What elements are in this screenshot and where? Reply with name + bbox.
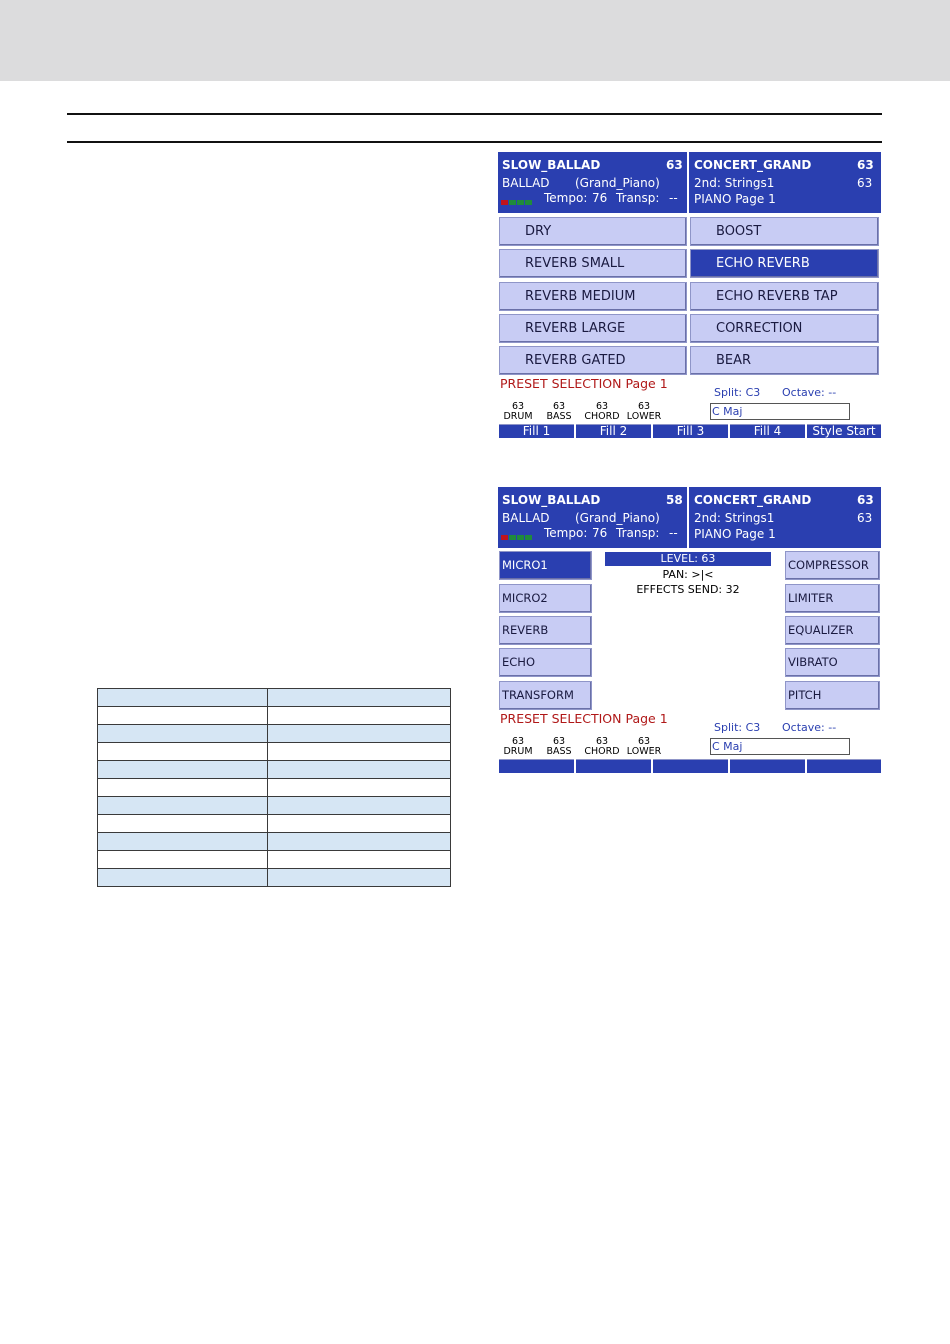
lower-volume[interactable] [624,402,664,422]
volume-label: CHORD [584,411,620,422]
volume-label: CHORD [584,746,620,757]
table-row [98,779,451,797]
preset-label: BOOST [716,224,762,239]
button-label: PITCH [788,688,822,702]
preset-label: REVERB LARGE [525,321,626,336]
micro1-button[interactable] [499,551,592,580]
preset-label: REVERB SMALL [525,256,625,271]
table-row [98,725,451,743]
button-label: ECHO [502,655,535,669]
table-cell [268,869,451,887]
voice-name: CONCERT_GRAND [694,493,812,507]
style-panel[interactable] [498,152,689,213]
function-bar [498,424,881,438]
volume-label: DRUM [503,746,533,757]
function-button-5[interactable] [807,759,881,773]
table-cell [98,833,268,851]
level-value[interactable]: LEVEL: 63 [605,552,771,566]
voice-name: CONCERT_GRAND [694,158,812,172]
style-number: 63 [666,158,683,172]
preset-label: DRY [525,224,552,239]
table-row [98,707,451,725]
button-label: EQUALIZER [788,623,854,637]
preset-echo-reverb-tap-button[interactable] [690,282,879,311]
table-cell [268,743,451,761]
fill-4-button[interactable]: Fill 4 [730,424,805,438]
function-button-4[interactable] [730,759,805,773]
table-row [98,869,451,887]
preset-reverb-gated-button[interactable] [499,346,687,375]
preset-label: ECHO REVERB [716,256,810,271]
function-button-3[interactable] [653,759,728,773]
tempo-value: 76 [592,526,608,540]
status-text: PRESET SELECTION Page 1 [500,376,668,391]
reverb-button[interactable] [499,616,592,645]
octave-value: Octave: -- [782,721,837,734]
table-cell [98,743,268,761]
table-cell [268,815,451,833]
voice-panel[interactable] [689,152,881,213]
volume-value: 63 [637,401,651,412]
table-row [98,689,451,707]
page-label: PIANO Page 1 [694,192,776,206]
volume-value: 63 [637,736,651,747]
style-number: 58 [666,493,683,507]
transp-value: -- [669,526,678,540]
volume-label: BASS [546,746,572,757]
volume-label: DRUM [503,411,533,422]
micro2-button[interactable] [499,584,592,613]
volume-label: LOWER [626,746,662,757]
split-point: Split: C3 [714,386,761,399]
function-button-2[interactable] [576,759,651,773]
volume-value: 63 [552,736,566,747]
function-bar [498,759,881,773]
equalizer-button[interactable] [785,616,880,645]
chord-volume[interactable] [582,737,622,757]
preset-correction-button[interactable] [690,314,879,343]
data-table [97,688,451,887]
style-panel[interactable] [498,487,689,548]
screen-header [498,487,881,548]
style-sound: (Grand_Piano) [575,511,660,525]
table-cell [268,779,451,797]
volume-value: 63 [511,401,525,412]
table-cell [268,761,451,779]
vibrato-button[interactable] [785,648,880,677]
table-row [98,743,451,761]
table-cell [268,725,451,743]
preset-label: BEAR [716,353,752,368]
effects-send-value[interactable]: EFFECTS SEND: 32 [636,583,740,596]
table-row [98,761,451,779]
pan-value[interactable]: PAN: >|< [662,568,714,581]
octave-value: Octave: -- [782,386,837,399]
table-row [98,797,451,815]
section-rule [67,141,882,143]
page-header-band [0,0,950,81]
preset-label: ECHO REVERB TAP [716,289,838,304]
table-cell [98,689,268,707]
table-cell [268,689,451,707]
fill-3-button[interactable]: Fill 3 [653,424,728,438]
status-text: PRESET SELECTION Page 1 [500,711,668,726]
volume-value: 63 [595,401,609,412]
table-row [98,851,451,869]
style-start-button[interactable]: Style Start [807,424,881,438]
limiter-button[interactable] [785,584,880,613]
volume-label: LOWER [626,411,662,422]
chord-display: C Maj [710,738,850,755]
table-cell [98,869,268,887]
preset-reverb-medium-button[interactable] [499,282,687,311]
second-voice: 2nd: Strings1 [694,176,775,190]
screen-header [498,152,881,213]
tempo-label: Tempo: [544,526,588,540]
chord-display: C Maj [710,403,850,420]
style-name: SLOW_BALLAD [502,493,601,507]
drum-volume[interactable] [498,737,538,757]
transp-value: -- [669,191,678,205]
table-cell [268,833,451,851]
second-voice-number: 63 [857,176,873,190]
tempo-label: Tempo: [544,191,588,205]
button-label: MICRO1 [502,558,548,572]
voice-panel[interactable] [689,487,881,548]
split-point: Split: C3 [714,721,761,734]
volume-value: 63 [552,401,566,412]
page-label: PIANO Page 1 [694,527,776,541]
compressor-button[interactable] [785,551,880,580]
preset-label: CORRECTION [716,321,803,336]
second-voice: 2nd: Strings1 [694,511,775,525]
preset-selection-screen [498,152,881,441]
bass-volume[interactable] [539,402,579,422]
style-sound: (Grand_Piano) [575,176,660,190]
table-row [98,833,451,851]
preset-boost-button[interactable] [690,217,879,246]
button-label: LIMITER [788,591,834,605]
style-type: BALLAD [502,511,550,525]
table-cell [98,761,268,779]
echo-button[interactable] [499,648,592,677]
preset-reverb-large-button[interactable] [499,314,687,343]
button-label: TRANSFORM [502,688,574,702]
chord-volume[interactable] [582,402,622,422]
table-cell [268,707,451,725]
preset-label: REVERB GATED [525,353,626,368]
tempo-value: 76 [592,191,608,205]
button-label: MICRO2 [502,591,548,605]
button-label: COMPRESSOR [788,558,869,572]
preset-reverb-small-button[interactable] [499,249,687,278]
table-cell [98,851,268,869]
preset-echo-reverb-button[interactable] [690,249,879,278]
button-label: VIBRATO [788,655,838,669]
table-cell [98,779,268,797]
transp-label: Transp: [616,526,660,540]
function-button-1[interactable] [499,759,574,773]
button-label: REVERB [502,623,549,637]
preset-label: REVERB MEDIUM [525,289,636,304]
style-name: SLOW_BALLAD [502,158,601,172]
transp-label: Transp: [616,191,660,205]
table-cell [268,851,451,869]
mixer-leds [501,194,533,208]
volume-label: BASS [546,411,572,422]
volume-value: 63 [511,736,525,747]
table-cell [98,725,268,743]
preset-dry-button[interactable] [499,217,687,246]
voice-number: 63 [857,158,874,172]
fill-1-button[interactable]: Fill 1 [499,424,574,438]
micro-settings-screen [498,487,881,774]
second-voice-number: 63 [857,511,873,525]
style-type: BALLAD [502,176,550,190]
lower-volume[interactable] [624,737,664,757]
table-cell [268,797,451,815]
top-rule [67,113,882,115]
table-cell [98,797,268,815]
transform-button[interactable] [499,681,592,710]
bass-volume[interactable] [539,737,579,757]
pitch-button[interactable] [785,681,880,710]
table-row [98,815,451,833]
fill-2-button[interactable]: Fill 2 [576,424,651,438]
table-cell [98,815,268,833]
voice-number: 63 [857,493,874,507]
preset-bear-button[interactable] [690,346,879,375]
drum-volume[interactable] [498,402,538,422]
table-cell [98,707,268,725]
mixer-leds [501,529,533,543]
volume-value: 63 [595,736,609,747]
